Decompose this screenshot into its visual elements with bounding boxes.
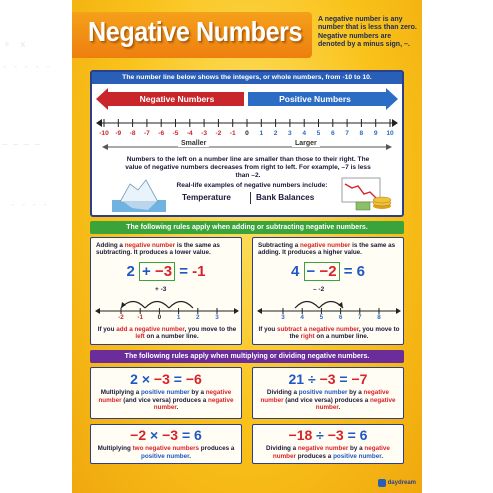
tick-label: 1 — [176, 314, 181, 321]
tick-label: 2 — [273, 130, 278, 137]
multiply-description-1: Multiplying a positive number by a negative number (and vice versa) produces a negative number. — [98, 389, 234, 412]
positive-numbers-label: Positive Numbers — [279, 94, 351, 104]
smaller-larger-arrow — [102, 142, 392, 152]
subtracting-tick-labels — [257, 314, 401, 323]
tick-label: 6 — [330, 130, 335, 137]
subtracting-expression: 4 − −2 = 6 — [290, 263, 365, 280]
tick-label: 5 — [319, 314, 324, 321]
tick-label: 1 — [259, 130, 264, 137]
multiply-two-negatives-card — [90, 424, 242, 464]
subtracting-card — [252, 237, 404, 345]
tick-label: 7 — [358, 314, 362, 321]
adding-card — [90, 237, 242, 345]
subtracting-rule: Subtracting a negative number is the same as adding. It produces a higher value. — [258, 242, 396, 257]
background-glyph: — — — — — [2, 140, 40, 150]
page-title: Negative Numbers — [88, 16, 303, 47]
adding-jump-label: + -3 — [155, 286, 167, 293]
add-subtract-band: The following rules apply when adding or subtracting negative numbers. — [90, 221, 404, 234]
tick-label: 9 — [373, 130, 378, 137]
negative-numbers-label: Negative Numbers — [139, 94, 215, 104]
tick-label: 4 — [300, 314, 304, 321]
adding-footer: If you add a negative number, you move to the left on a number line. — [97, 326, 237, 341]
tick-label: -2 — [215, 130, 222, 137]
tick-label: -9 — [115, 130, 122, 137]
adding-expression: 2 + −3 = -1 — [126, 263, 206, 280]
subtracting-footer: If you subtract a negative number, you move to the right on a number line. — [258, 326, 400, 341]
divide-expression-1: 21 ÷ −3 = −7 — [288, 371, 368, 387]
tick-label: 0 — [245, 130, 249, 137]
example-temperature: Temperature — [182, 193, 231, 202]
divide-two-negatives-card — [252, 424, 404, 464]
number-line-panel — [90, 70, 404, 217]
tick-label: 4 — [302, 130, 307, 137]
brand-logo — [378, 479, 416, 487]
brand-icon — [378, 479, 386, 487]
tick-label: -10 — [99, 130, 109, 137]
tick-label: -3 — [201, 130, 208, 137]
tick-label: 10 — [386, 130, 394, 137]
tick-label: -1 — [229, 130, 236, 137]
tick-label: -2 — [118, 314, 124, 321]
example-bank-balances: Bank Balances — [256, 193, 315, 202]
examples-title: Real-life examples of negative numbers include: — [176, 182, 328, 189]
tick-labels — [96, 130, 398, 140]
divide-description-2: Dividing a negative number by a negative number produces a positive number. — [266, 445, 390, 460]
tick-label: 0 — [157, 314, 162, 321]
tick-label: 3 — [281, 314, 285, 321]
tick-label: 8 — [359, 130, 364, 137]
background-glyph: - - - - — [10, 200, 48, 210]
number-line — [96, 116, 398, 130]
tick-label: -5 — [172, 130, 179, 137]
tick-label: 3 — [215, 314, 219, 321]
explanation-text: Numbers to the left on a number line are smaller than those to their right. The value of negative numbers decreases from right to left. For example, –7 is less than –2. — [125, 156, 371, 179]
adding-tick-labels — [95, 314, 239, 323]
adding-rule: Adding a negative number is the same as subtracting. It produces a lower value. — [96, 242, 220, 257]
smaller-label: Smaller — [178, 140, 209, 147]
divide-positive-negative-card — [252, 367, 404, 419]
tick-label: 3 — [288, 130, 292, 137]
divide-expression-2: −18 ÷ −3 = 6 — [288, 427, 368, 443]
multiply-divide-band: The following rules apply when multiplying or dividing negative numbers. — [90, 350, 404, 363]
tick-label: 8 — [377, 314, 381, 321]
background-glyph: - - - - - — [2, 62, 51, 72]
tick-label: -1 — [137, 314, 143, 321]
tick-label: -8 — [129, 130, 136, 137]
tick-label: 5 — [316, 130, 321, 137]
example-divider — [250, 192, 251, 204]
larger-label: Larger — [292, 140, 320, 147]
subtracting-jump-label: – -2 — [313, 286, 325, 293]
tick-label: -7 — [143, 130, 150, 137]
multiply-expression-2: −2 × −3 = 6 — [130, 427, 202, 443]
multiply-expression-1: 2 × −3 = −6 — [130, 371, 202, 387]
tick-label: -4 — [186, 130, 193, 137]
tick-label: 2 — [196, 314, 200, 321]
brand-name: daydream — [387, 480, 416, 486]
multiply-description-2: Multiplying two negative numbers produces a positive number. — [97, 445, 235, 460]
divide-description-1: Dividing a positive number by a negative number (and vice versa) produces a negative number. — [260, 389, 396, 412]
tick-label: 7 — [345, 130, 349, 137]
tick-label: -6 — [158, 130, 165, 137]
money-chart-illustration — [338, 176, 398, 212]
tick-label: 6 — [338, 314, 343, 321]
multiply-positive-negative-card — [90, 367, 242, 419]
iceberg-illustration — [112, 178, 166, 212]
background-glyph: ÷ x — [4, 40, 26, 50]
intro-text: A negative number is any number that is less than zero. Negative numbers are denoted by a minus sign, –. — [318, 16, 417, 49]
poster — [72, 0, 422, 493]
number-line-band: The number line below shows the integers, or whole numbers, from -10 to 10. — [92, 72, 402, 84]
